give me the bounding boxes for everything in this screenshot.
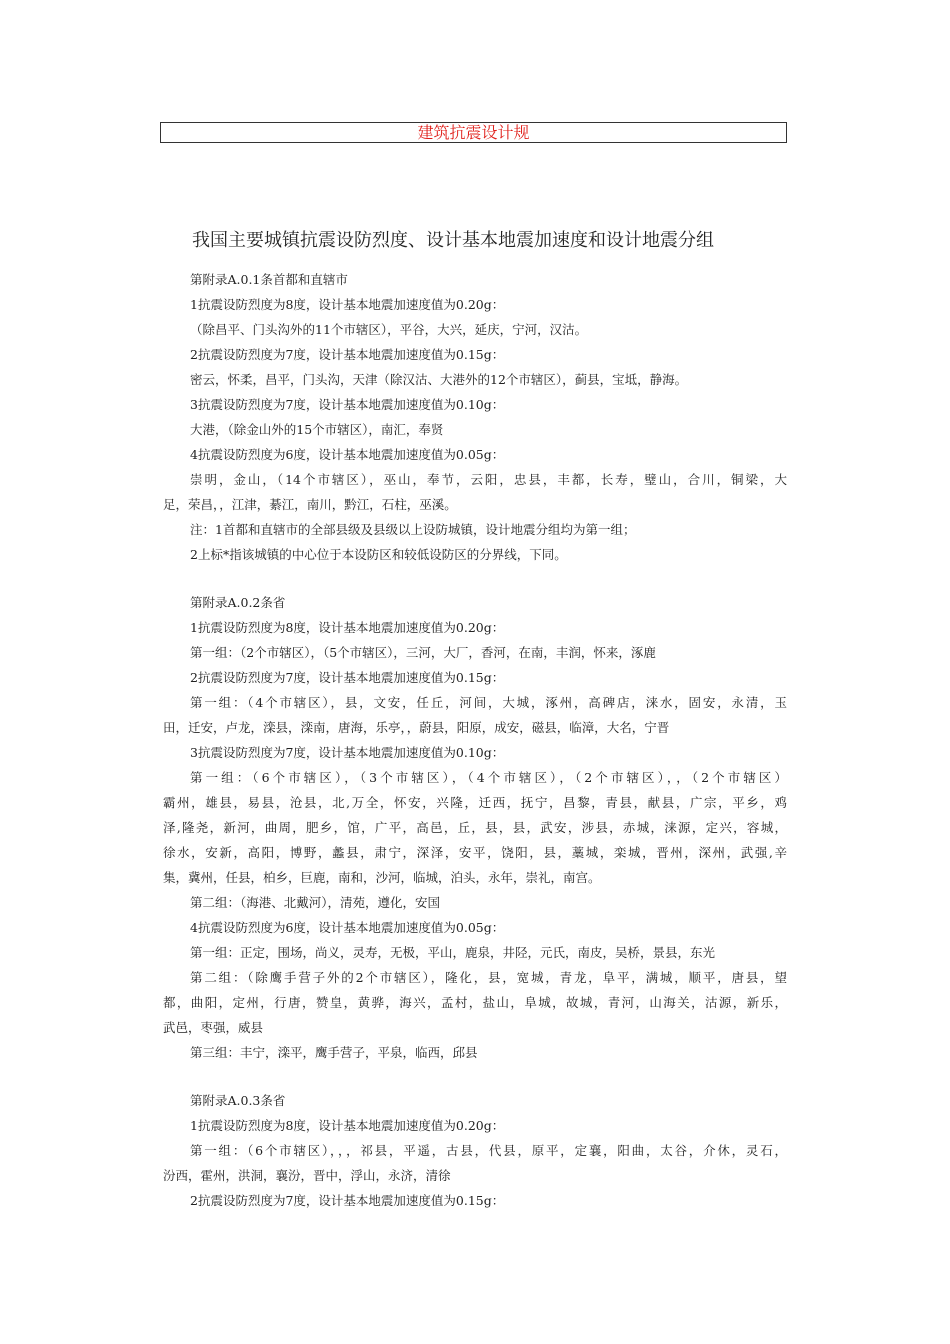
text-line: 注：1首都和直辖市的全部县级及县级以上设防城镇，设计地震分组均为第一组； xyxy=(190,522,636,537)
text-line: 足，荣昌，，江津，綦江，南川，黔江，石柱，巫溪。 xyxy=(163,497,457,512)
text-line: 第二组：（海港、北戴河），清苑，遵化，安国 xyxy=(190,895,441,910)
text-line: 第一组：正定，围场，尚义，灵寿，无极，平山，鹿泉，井陉，元氏，南皮，吴桥，景县，东光 xyxy=(190,945,716,960)
text-line: 霸州，雄县，易县，沧县，北,万全，怀安，兴隆，迁西，抚宁，昌黎，青县，献县，广宗，平乡，鸡 xyxy=(163,795,787,810)
text-line: 3抗震设防烈度为7度，设计基本地震加速度值为0.10g： xyxy=(190,397,505,412)
text-line: 崇明，金山，（14个市辖区），巫山，奉节，云阳，忠县，丰都，长寿，璧山，合川，铜梁，大 xyxy=(190,472,787,487)
document-body xyxy=(163,267,787,1213)
text-line: 第一组：（4个市辖区），县，文安，任丘，河间，大城，涿州，高碑店，涞水，固安，永清，玉 xyxy=(190,695,787,710)
main-heading: 我国主要城镇抗震设防烈度、设计基本地震加速度和设计地震分组 xyxy=(192,230,714,251)
text-line: 都，曲阳，定州，行唐，赞皇，黄骅，海兴，孟村，盐山，阜城，故城，青河，山海关，沽源，新乐， xyxy=(163,995,787,1010)
text-line: 第附录A.0.3条省 xyxy=(190,1093,286,1108)
section-gap xyxy=(163,567,787,590)
text-line: 汾西，霍州，洪洞，襄汾，晋中，浮山，永济，清徐 xyxy=(163,1168,451,1183)
document-header-title: 建筑抗震设计规 xyxy=(160,122,787,143)
text-line: 第一组：（6个市辖区），，，祁县，平遥，古县，代县，原平，定襄，阳曲，太谷，介休，灵石， xyxy=(190,1143,787,1158)
section-gap xyxy=(163,1065,787,1088)
text-line: 第二组：（除鹰手营子外的2个市辖区），隆化，县，宽城，青龙，阜平，满城，顺平，唐县，望 xyxy=(190,970,787,985)
text-line: 4抗震设防烈度为6度，设计基本地震加速度值为0.05g： xyxy=(190,447,505,462)
text-line: 1抗震设防烈度为8度，设计基本地震加速度值为0.20g： xyxy=(190,620,505,635)
text-line: 武邑，枣强，威县 xyxy=(163,1020,264,1035)
text-line: 1抗震设防烈度为8度，设计基本地震加速度值为0.20g： xyxy=(190,1118,505,1133)
text-line: 2上标*指该城镇的中心位于本设防区和较低设防区的分界线，下同。 xyxy=(190,547,567,562)
text-line: 1抗震设防烈度为8度，设计基本地震加速度值为0.20g： xyxy=(190,297,505,312)
text-line: 3抗震设防烈度为7度，设计基本地震加速度值为0.10g： xyxy=(190,745,505,760)
text-line: 集，冀州，任县，柏乡，巨鹿，南和，沙河，临城，泊头，永年，崇礼，南宫。 xyxy=(163,870,601,885)
text-line: 徐水，安新，高阳，博野，蠡县，肃宁，深泽，安平，饶阳，县，藁城，栾城，晋州，深州，武强,辛 xyxy=(163,845,787,860)
text-line: 4抗震设防烈度为6度，设计基本地震加速度值为0.05g： xyxy=(190,920,505,935)
text-line: 第一组：（6个市辖区），（3个市辖区），（4个市辖区），（2个市辖区），，（2个市辖区） xyxy=(190,770,787,785)
text-line: 2抗震设防烈度为7度，设计基本地震加速度值为0.15g： xyxy=(190,1193,505,1208)
text-line: 第一组：（2个市辖区），（5个市辖区），三河，大厂，香河，在南，丰润，怀来，涿鹿 xyxy=(190,645,656,660)
text-line: 第附录A.0.2条省 xyxy=(190,595,286,610)
text-line: 第附录A.0.1条首都和直辖市 xyxy=(190,272,348,287)
text-line: 第三组：丰宁，滦平，鹰手营子，平泉，临西，邱县 xyxy=(190,1045,478,1060)
text-line: 泽,隆尧，新河，曲周，肥乡，馆，广平，高邑，丘，县，县，武安，涉县，赤城，涞源，定兴，容城， xyxy=(163,820,787,835)
text-line: （除昌平、门头沟外的11个市辖区），平谷，大兴，延庆，宁河，汉沽。 xyxy=(190,322,588,337)
text-line: 大港，（除金山外的15个市辖区），南汇，奉贤 xyxy=(190,422,444,437)
text-line: 田，迁安，卢龙，滦县，滦南，唐海，乐亭，，蔚县，阳原，成安，磁县，临漳，大名，宁晋 xyxy=(163,720,670,735)
text-line: 2抗震设防烈度为7度，设计基本地震加速度值为0.15g： xyxy=(190,670,505,685)
text-line: 密云，怀柔，昌平，门头沟，天津（除汉沽、大港外的12个市辖区），蓟县，宝坻，静海。 xyxy=(190,372,688,387)
text-line: 2抗震设防烈度为7度，设计基本地震加速度值为0.15g： xyxy=(190,347,505,362)
